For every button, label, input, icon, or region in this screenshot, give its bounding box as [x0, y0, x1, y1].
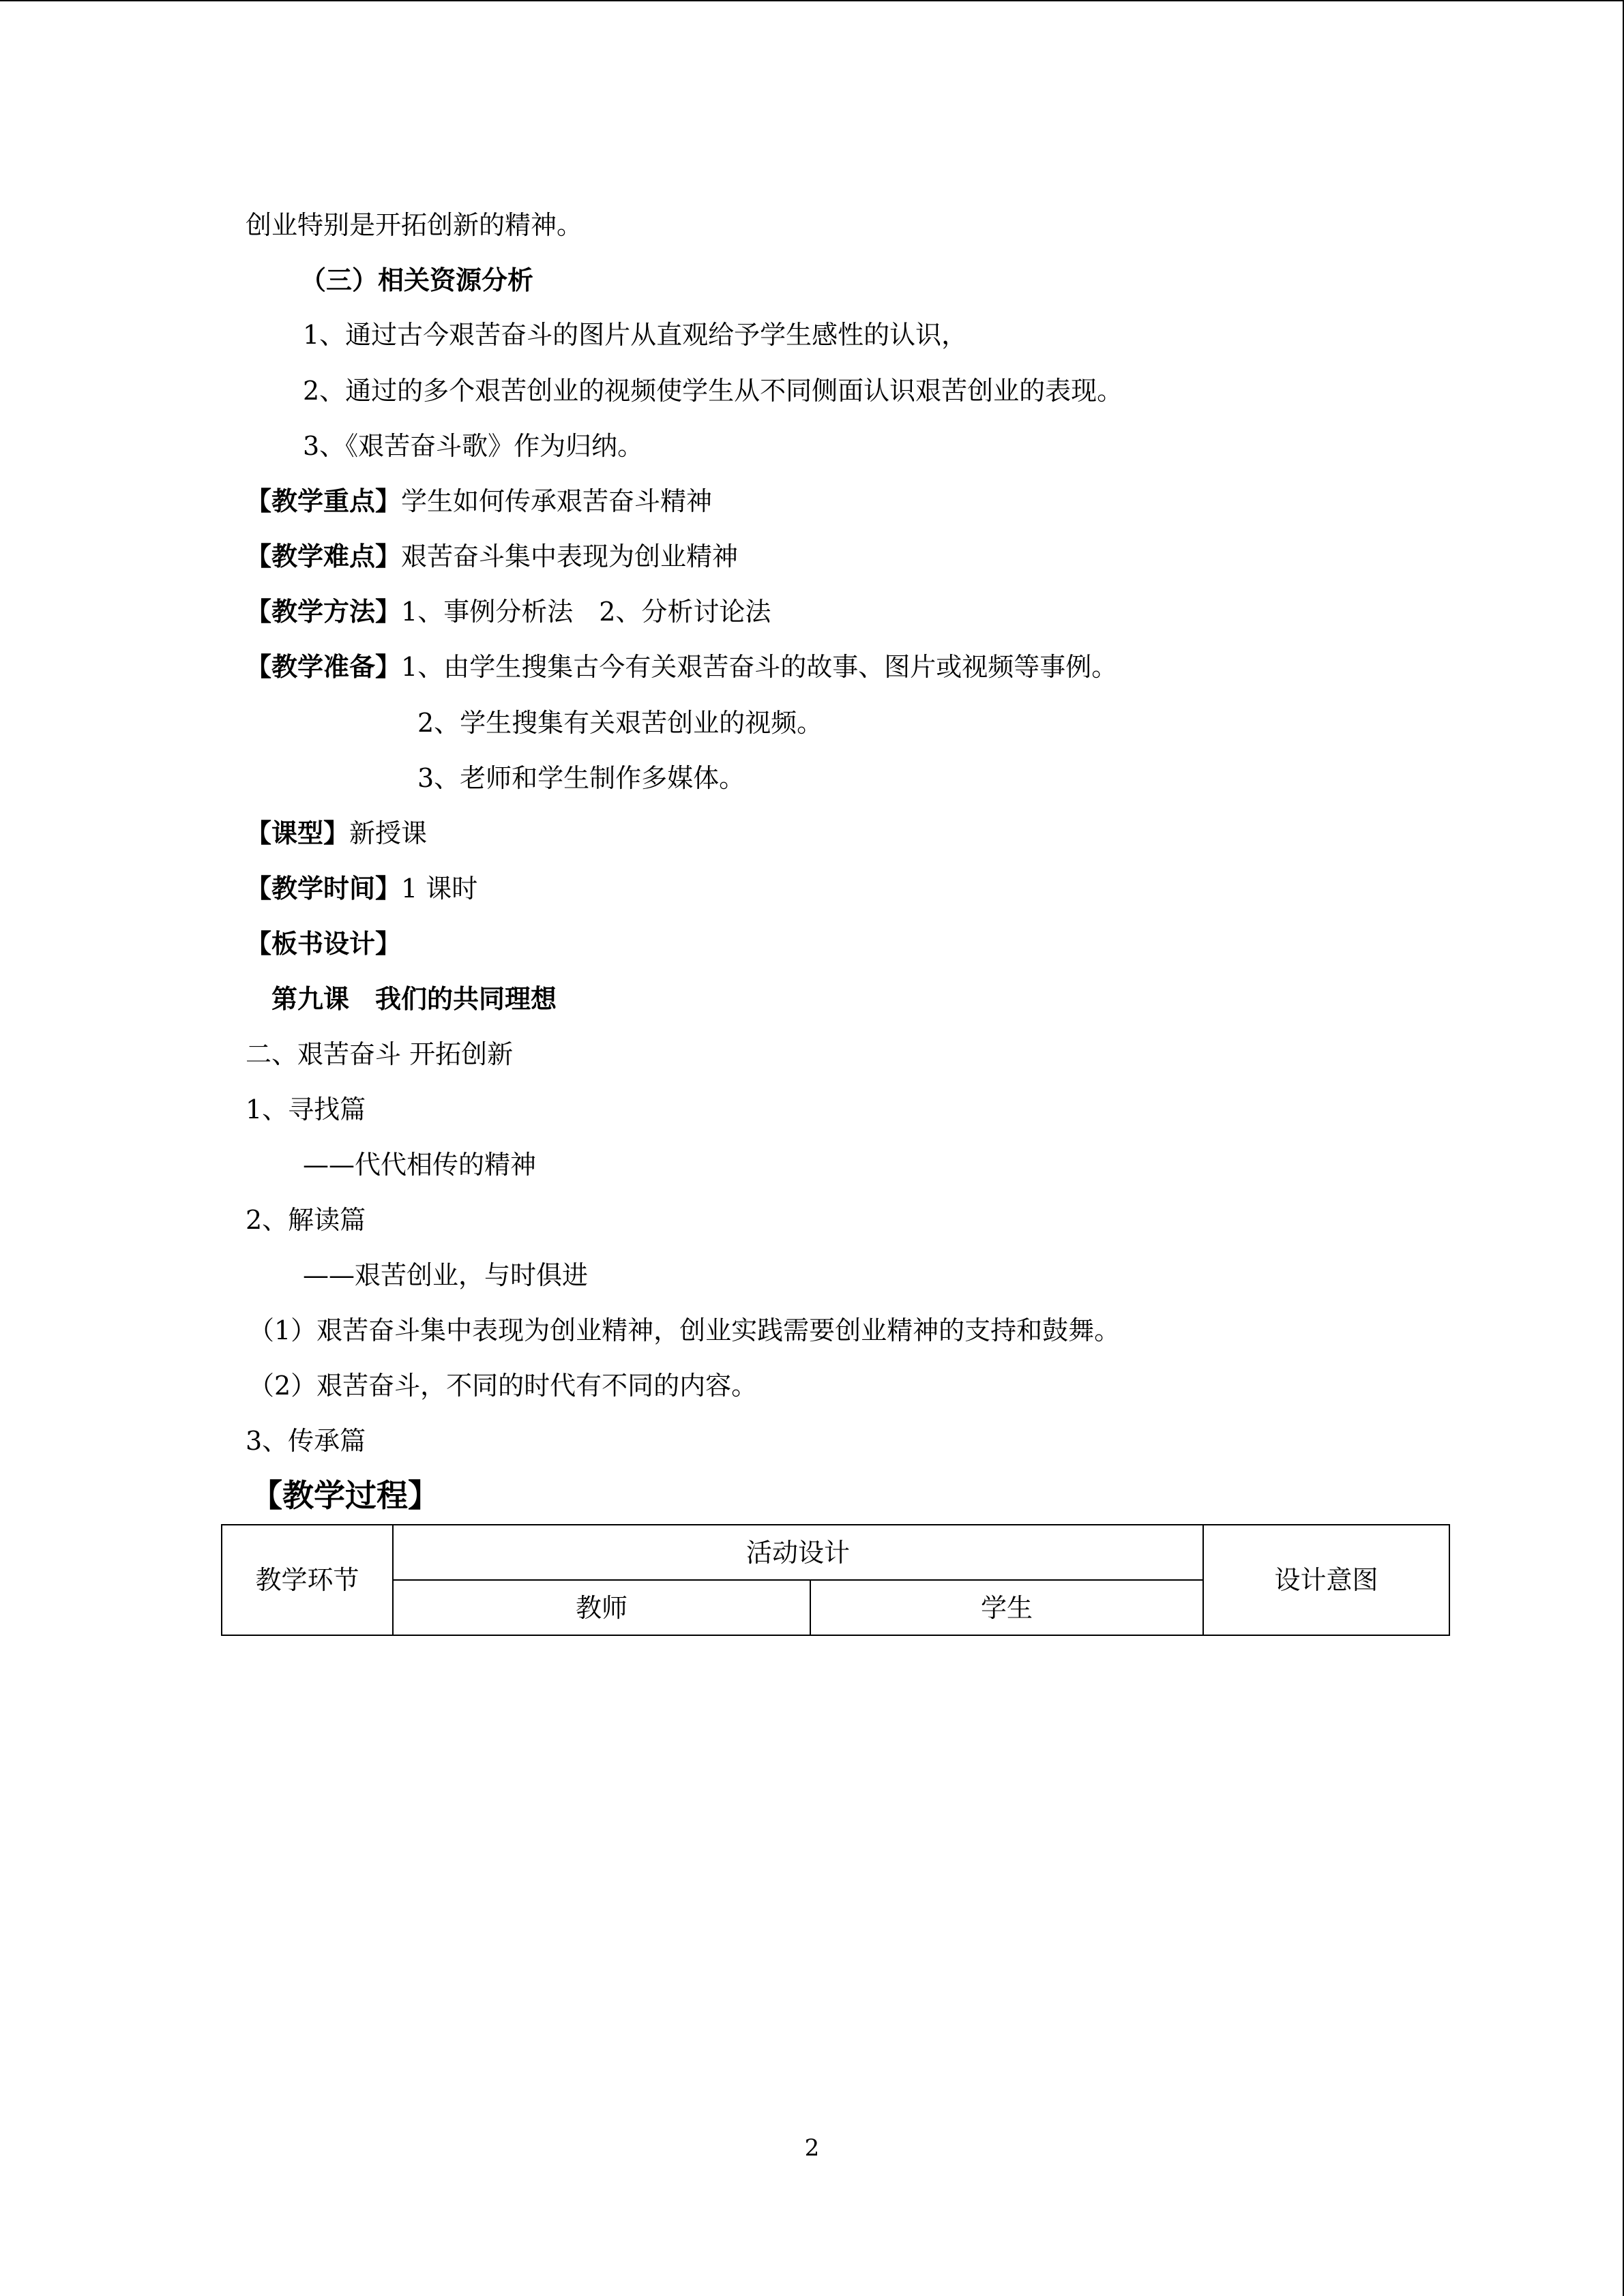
header-activity: 活动设计	[393, 1525, 1203, 1580]
field-board-label: 【板书设计】	[246, 928, 402, 959]
board-point-1: （1）艰苦奋斗集中表现为创业精神，创业实践需要创业精神的支持和鼓舞。	[248, 1315, 1121, 1345]
field-difficulty	[246, 540, 738, 573]
field-value: 学生如何传承艰苦奋斗精神	[401, 486, 713, 516]
field-type	[246, 817, 427, 850]
board-point-2: （2）艰苦奋斗，不同的时代有不同的内容。	[248, 1371, 758, 1401]
intro-tail: 创业特别是开拓创新的精神。	[246, 210, 583, 240]
board-part-1: 1、寻找篇	[246, 1094, 366, 1124]
field-label: 【课型】	[246, 818, 350, 848]
field-label: 【教学时间】	[246, 873, 402, 904]
resource-item-3: 3、《艰苦奋斗歌》作为归纳。	[303, 431, 644, 461]
preparation-item-3: 3、老师和学生制作多媒体。	[417, 763, 745, 793]
field-value: 1、事例分析法 2、分析讨论法	[401, 597, 771, 627]
field-method	[246, 595, 771, 628]
field-label: 【教学方法】	[246, 596, 402, 627]
header-student: 学生	[810, 1580, 1203, 1635]
resource-item-2: 2、通过的多个艰苦创业的视频使学生从不同侧面认识艰苦创业的表现。	[303, 376, 1123, 406]
field-label: 【教学难点】	[246, 541, 402, 571]
header-stage: 教学环节	[222, 1525, 393, 1635]
board-part-1-sub: ——代代相传的精神	[303, 1150, 537, 1180]
board-part-2: 2、解读篇	[246, 1205, 366, 1235]
preparation-item-2: 2、学生搜集有关艰苦创业的视频。	[417, 708, 823, 738]
board-part-2-sub: ——艰苦创业，与时俱进	[303, 1260, 589, 1290]
board-part-3: 3、传承篇	[246, 1426, 366, 1456]
process-table	[221, 1524, 1450, 1636]
resources-heading: （三）相关资源分析	[300, 265, 534, 295]
lesson-title: 第九课 我们的共同理想	[271, 983, 557, 1014]
page-number: 2	[804, 2134, 820, 2162]
field-key-point	[246, 485, 712, 518]
field-value: 艰苦奋斗集中表现为创业精神	[401, 541, 739, 571]
field-value: 1 课时	[401, 874, 478, 904]
field-time	[246, 872, 477, 905]
field-label: 【教学准备】	[246, 651, 402, 682]
header-teacher: 教师	[393, 1580, 810, 1635]
field-label: 【教学重点】	[246, 486, 402, 516]
field-value: 新授课	[349, 818, 428, 848]
header-intent: 设计意图	[1203, 1525, 1449, 1635]
field-preparation	[246, 651, 1117, 683]
field-value: 1、由学生搜集古今有关艰苦奋斗的故事、图片或视频等事例。	[401, 652, 1118, 682]
resource-item-1: 1、通过古今艰苦奋斗的图片从直观给予学生感性的认识，	[303, 320, 968, 350]
board-section: 二、艰苦奋斗 开拓创新	[246, 1039, 514, 1069]
process-heading: 【教学过程】	[251, 1477, 439, 1514]
